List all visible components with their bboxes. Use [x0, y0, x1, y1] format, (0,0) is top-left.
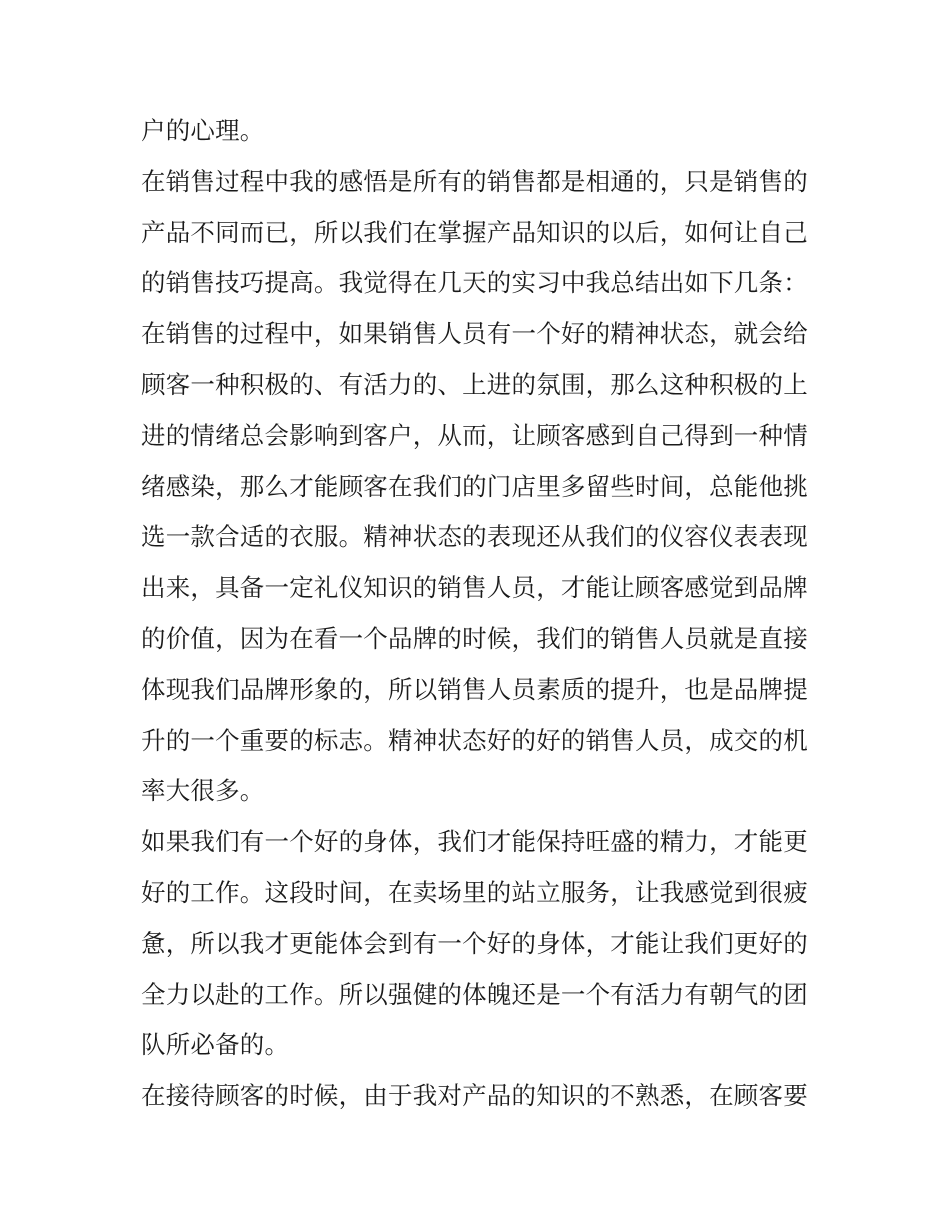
text-line: 在销售的过程中，如果销售人员有一个好的精神状态，就会给 [141, 319, 808, 349]
text-line: 如果我们有一个好的身体，我们才能保持旺盛的精力，才能更 [141, 827, 808, 857]
text-line: 率大很多。 [141, 776, 265, 806]
text-line: 户的心理。 [141, 116, 265, 145]
text-line: 在接待顾客的时候，由于我对产品的知识的不熟悉，在顾客要 [141, 1081, 808, 1111]
text-line: 升的一个重要的标志。精神状态好的好的销售人员，成交的机 [141, 725, 808, 755]
text-line: 产品不同而已，所以我们在掌握产品知识的以后，如何让自己 [141, 217, 808, 247]
body-text [141, 106, 813, 1122]
text-line: 队所必备的。 [141, 1030, 290, 1060]
text-line: 体现我们品牌形象的，所以销售人员素质的提升，也是品牌提 [141, 674, 808, 704]
text-line: 顾客一种积极的、有活力的、上进的氛围，那么这种积极的上 [141, 369, 808, 399]
text-line: 全力以赴的工作。所以强健的体魄还是一个有活力有朝气的团 [141, 979, 808, 1009]
text-line: 的价值，因为在看一个品牌的时候，我们的销售人员就是直接 [141, 623, 808, 653]
text-line: 的销售技巧提高。我觉得在几天的实习中我总结出如下几条： [141, 268, 808, 298]
text-line: 出来，具备一定礼仪知识的销售人员，才能让顾客感觉到品牌 [141, 573, 808, 603]
text-line: 选一款合适的衣服。精神状态的表现还从我们的仪容仪表表现 [141, 522, 808, 552]
text-line: 在销售过程中我的感悟是所有的销售都是相通的，只是销售的 [141, 166, 808, 196]
text-line: 进的情绪总会影响到客户，从而，让顾客感到自己得到一种情 [141, 420, 808, 450]
text-line: 惫，所以我才更能体会到有一个好的身体，才能让我们更好的 [141, 928, 808, 958]
text-line: 绪感染，那么才能顾客在我们的门店里多留些时间，总能他挑 [141, 471, 808, 501]
text-line: 好的工作。这段时间，在卖场里的站立服务，让我感觉到很疲 [141, 877, 808, 907]
